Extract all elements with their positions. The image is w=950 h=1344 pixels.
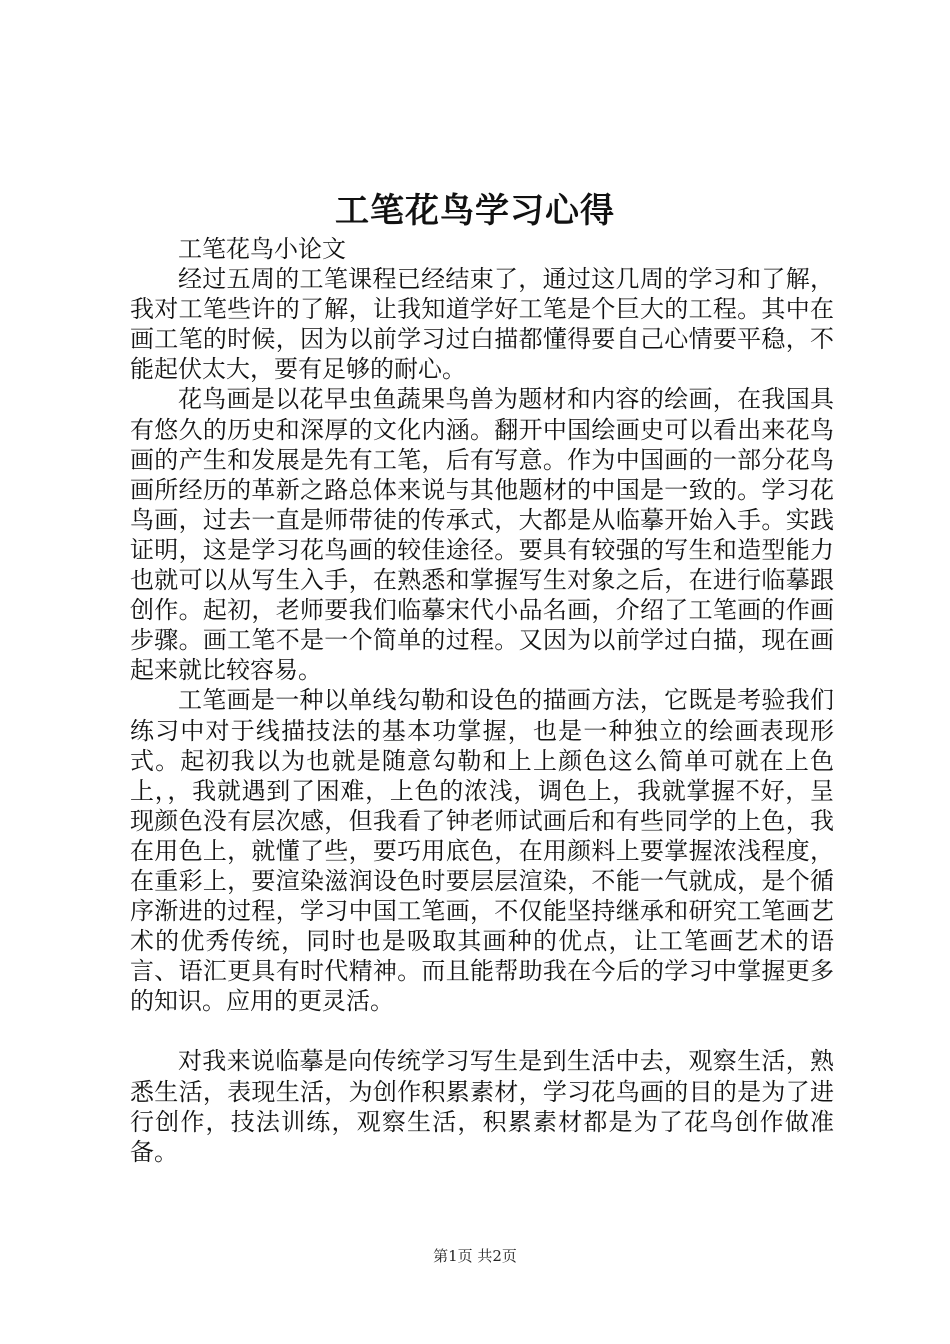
paragraph-1: 经过五周的工笔课程已经结束了，通过这几周的学习和了解，我对工笔些许的了解，让我知道学好工笔是个巨大的工程。其中在画工笔的时候，因为以前学习过白描都懂得要自己心情要平稳，不能起伏太大，要有足够的耐心。 [130, 265, 834, 384]
document-body [130, 234, 834, 1167]
document-title: 工笔花鸟学习心得 [335, 191, 615, 231]
paragraph-spacer [130, 1016, 834, 1046]
page-footer: 第1页 共2页 [433, 1247, 517, 1265]
paragraph-2: 花鸟画是以花早虫鱼蔬果鸟兽为题材和内容的绘画，在我国具有悠久的历史和深厚的文化内涵。翻开中国绘画史可以看出来花鸟画的产生和发展是先有工笔，后有写意。作为中国画的一部分花鸟画所经历的革新之路总体来说与其他题材的中国是一致的。学习花鸟画，过去一直是师带徒的传承式，大都是从临摹开始入手。实践证明，这是学习花鸟画的较佳途径。要具有较强的写生和造型能力也就可以从写生入手，在熟悉和掌握写生对象之后，在进行临摹跟创作。起初，老师要我们临摹宋代小品名画，介绍了工笔画的作画步骤。画工笔不是一个简单的过程。又因为以前学过白描，现在画起来就比较容易。 [130, 385, 834, 685]
document-subtitle: 工笔花鸟小论文 [178, 235, 346, 263]
paragraph-4: 对我来说临摹是向传统学习写生是到生活中去，观察生活，熟悉生活，表现生活，为创作积累素材，学习花鸟画的目的是为了进行创作，技法训练，观察生活，积累素材都是为了花鸟创作做准备。 [130, 1047, 834, 1166]
paragraph-3: 工笔画是一种以单线勾勒和设色的描画方法，它既是考验我们练习中对于线描技法的基本功掌握，也是一种独立的绘画表现形式。起初我以为也就是随意勾勒和上上颜色这么简单可就在上色上，，我就遇到了困难，上色的浓浅，调色上，我就掌握不好，呈现颜色没有层次感，但我看了钟老师试画后和有些同学的上色，我在用色上，就懂了些，要巧用底色，在用颜料上要掌握浓浅程度，在重彩上，要渲染滋润设色时要层层渲染，不能一气就成，是个循序渐进的过程，学习中国工笔画，不仅能坚持继承和研究工笔画艺术的优秀传统，同时也是吸取其画种的优点，让工笔画艺术的语言、语汇更具有时代精神。而且能帮助我在今后的学习中掌握更多的知识。应用的更灵活。 [130, 686, 834, 1016]
